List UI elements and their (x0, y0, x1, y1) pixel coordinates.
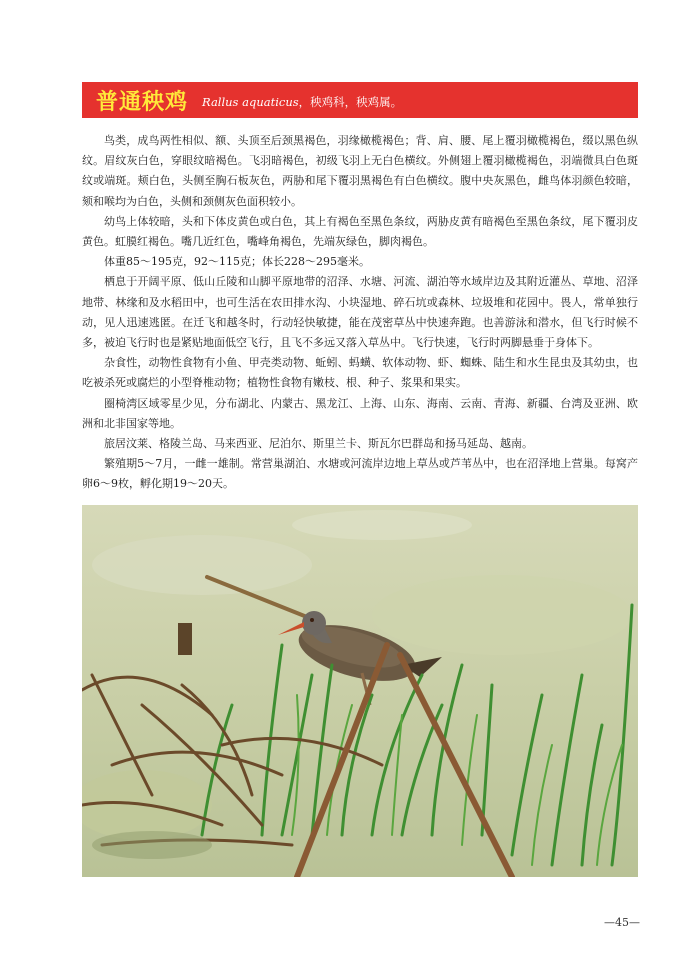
latin-name: Rallus aquaticus (202, 95, 299, 109)
taxonomy-text: ，秧鸡科，秧鸡属。 (298, 95, 403, 109)
paragraph-juvenile-description: 幼鸟上体较暗，头和下体皮黄色或白色，其上有褐色至黑色条纹，两胁皮黄有暗褐色至黑色条纹，尾下覆羽皮黄色。虹膜红褐色。嘴几近红色，嘴峰角褐色，先端灰绿色，脚肉褐色。 (82, 214, 638, 249)
paragraph-adult-description: 鸟类，成鸟两性相似、额、头顶至后颈黑褐色，羽缘橄榄褐色；背、肩、腰、尾上覆羽橄榄褐色，缀以黑色纵纹。眉纹灰白色，穿眼纹暗褐色。飞羽暗褐色，初级飞羽上无白色横纹。外侧翅上覆羽橄榄褐色，羽端微具白色斑纹或端斑。颊白色，头侧至胸石板灰色，两胁和尾下覆羽黑褐色有白色横纹。腹中央灰黑色，雌鸟体羽颜色较暗，颏和喉均为白色，头侧和颈侧灰色面积较小。 (82, 134, 638, 208)
stump (178, 623, 192, 655)
water-rail-photo (82, 505, 638, 877)
paragraph-habitat: 栖息于开阔平原、低山丘陵和山脚平原地带的沼泽、水塘、河流、湖泊等水域岸边及其附近灌丛、草地、沼泽地带、林缘和及水稻田中，也可生活在农田排水沟、小块湿地、碎石坑或森林、垃圾堆和花园中。畏人，常单独行动，见人迅速逃匿。在迁飞和越冬时，行动轻快敏捷，能在茂密草丛中快速奔跑。也善游泳和潜水，但飞行时候不多，被迫飞行时也是紧贴地面低空飞行，且飞不多远又落入草丛中。飞行快速，飞行时两脚悬垂于身体下。 (82, 275, 638, 350)
paragraph-diet: 杂食性，动物性食物有小鱼、甲壳类动物、蚯蚓、蚂蟥、软体动物、虾、蜘蛛、陆生和水生昆虫及其幼虫，也吃被杀死或腐烂的小型脊椎动物；植物性食物有嫩枝、根、种子、浆果和果实。 (82, 356, 638, 390)
species-header-bar (82, 82, 638, 118)
species-description (82, 131, 638, 495)
paragraph-distribution: 圈椅湾区域零星少见，分布湖北、内蒙古、黑龙江、上海、山东、海南、云南、青海、新疆、台湾及亚洲、欧洲和北非国家等地。 (82, 396, 638, 430)
paragraph-migration: 旅居汶莱、格陵兰岛、马来西亚、尼泊尔、斯里兰卡、斯瓦尔巴群岛和扬马延岛、越南。 (104, 437, 533, 451)
species-subtitle (202, 94, 402, 110)
paragraph-breeding: 繁殖期5～7月，一雌一雄制。常营巢湖泊、水塘或河流岸边地上草丛或芦苇丛中，也在沼泽地上营巢。每窝产卵6～9枚，孵化期19～20天。 (82, 457, 638, 491)
photo-illustration (82, 505, 638, 877)
species-title: 普通秧鸡 (96, 89, 189, 115)
paragraph-measurements: 体重85～195克，92～115克；体长228～295毫米。 (104, 255, 370, 269)
page-number: —45— (604, 916, 640, 929)
